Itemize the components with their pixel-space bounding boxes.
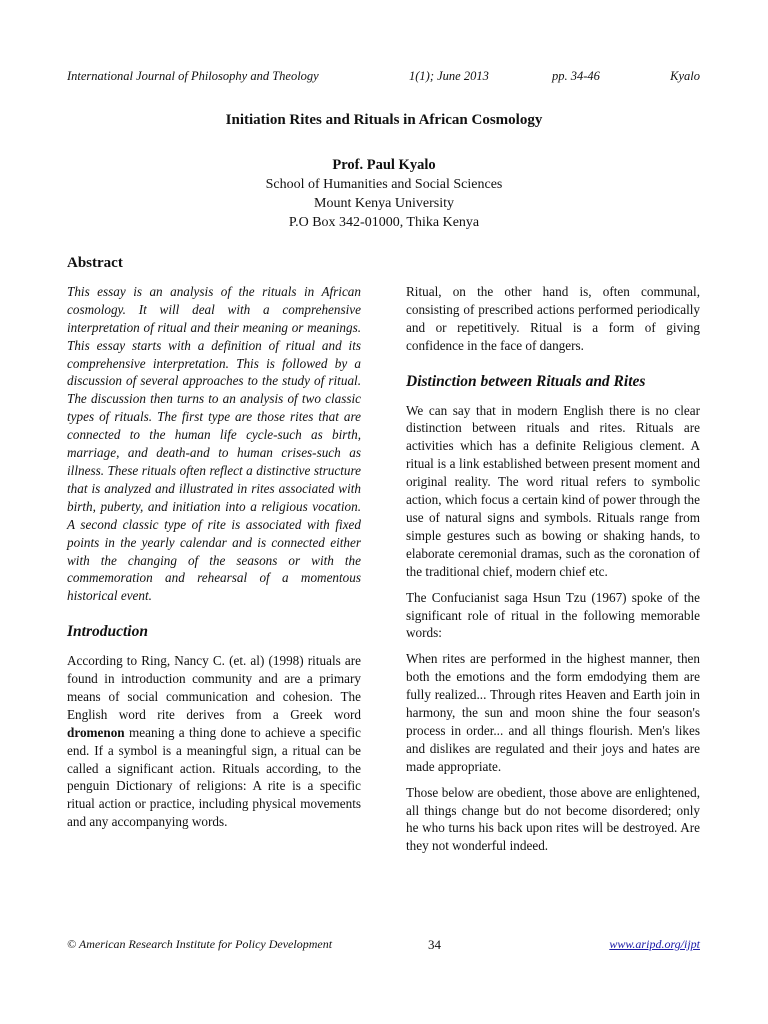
author-name: Prof. Paul Kyalo (332, 157, 436, 173)
quote-paragraph-1: When rites are performed in the highest manner, then both the emotions and the form emdodying them are fully realized... Through rites Heaven and Earth join in harmony, the sun and moon shine the four season's process in order... and all things flourish. Men's likes and dislikes are regulated and their joys and hates are made appropriate. (406, 651, 700, 774)
footer-page-number: 34 (428, 937, 441, 952)
right-column (406, 283, 700, 863)
footer-copyright: © American Research Institute for Policy Development (67, 937, 333, 951)
distinction-heading: Distinction between Rituals and Rites (406, 372, 646, 390)
author-affiliation-school: School of Humanities and Social Sciences (265, 177, 503, 192)
header-author: Kyalo (670, 69, 700, 83)
header-pages: pp. 34-46 (552, 69, 600, 83)
author-affiliation-university: Mount Kenya University (314, 196, 454, 211)
ritual-paragraph: Ritual, on the other hand is, often communal, consisting of prescribed actions performed periodically and or repetitively. Ritual is a form of giving confidence in the face of dangers. (406, 284, 700, 353)
author-block (0, 156, 768, 232)
header-journal-name: International Journal of Philosophy and Theology (67, 69, 319, 83)
left-column (67, 255, 361, 839)
abstract-heading: Abstract (67, 255, 123, 271)
header-issue: 1(1); June 2013 (409, 69, 489, 83)
confucian-paragraph: The Confucianist saga Hsun Tzu (1967) spoke of the significant role of ritual in the following memorable words: (406, 589, 700, 641)
distinction-paragraph: We can say that in modern English there is no clear distinction between rituals and rites. Rituals are activities which has a definite Religious clement. A ritual is a link established between present moment and original reality. The word ritual refers to symbolic action, which focus a certain kind of power through the use of natural signs and symbols. Rituals range from simple gestures such as bowing or shaking hands, to elaborate ceremonial dramas, such as the coronation of the traditional chief, modern chief etc. (406, 402, 700, 579)
intro-text-after: meaning a thing done to achieve a specific end. If a symbol is a meaningful sign, a ritual can be called a significant action. Rituals according, to the penguin Dictionary of religions: A rite is a specific ritual action or practice, including physical movements and any accompanying words. (67, 724, 361, 830)
introduction-paragraph (67, 652, 361, 831)
page-footer (67, 937, 700, 955)
footer-journal-link[interactable]: www.aripd.org/ijpt (609, 937, 700, 951)
running-header (67, 69, 700, 87)
intro-text-before: According to Ring, Nancy C. (et. al) (1998) rituals are found in introduction community and are a primary means of social communication and cohesion. The English word rite derives from a Greek word (67, 653, 361, 722)
author-address: P.O Box 342-01000, Thika Kenya (288, 215, 480, 230)
paper-title: Initiation Rites and Rituals in African Cosmology (225, 112, 543, 128)
intro-bold-term: dromenon (67, 724, 125, 740)
quote-paragraph-2: Those below are obedient, those above are enlightened, all things change but do not become disordered; only he who turns his back upon rites will be destroyed. Are they not wonderful indeed. (406, 784, 700, 854)
abstract-text: This essay is an analysis of the rituals in African cosmology. It will deal with a comprehensive interpretation of ritual and their meaning or meanings. This essay starts with a definition of ritual and its comprehensive interpretation. This is followed by a discussion of several approaches to the study of ritual. The discussion then turns to an analysis of two classic types of rituals. The first type are those rites that are connected to the human life cycle-such as birth, marriage, and death-and to human crises-such as illness. These rituals often reflect a distinctive structure that is analyzed and illustrated in rites associated with birth, puberty, and initiation into a religious vocation. A second classic type of rite is associated with fixed points in the yearly calendar and is connected either with the changing of the seasons or with the commemoration and rehearsal of a momentous historical event. (67, 283, 361, 604)
introduction-heading: Introduction (67, 623, 148, 641)
